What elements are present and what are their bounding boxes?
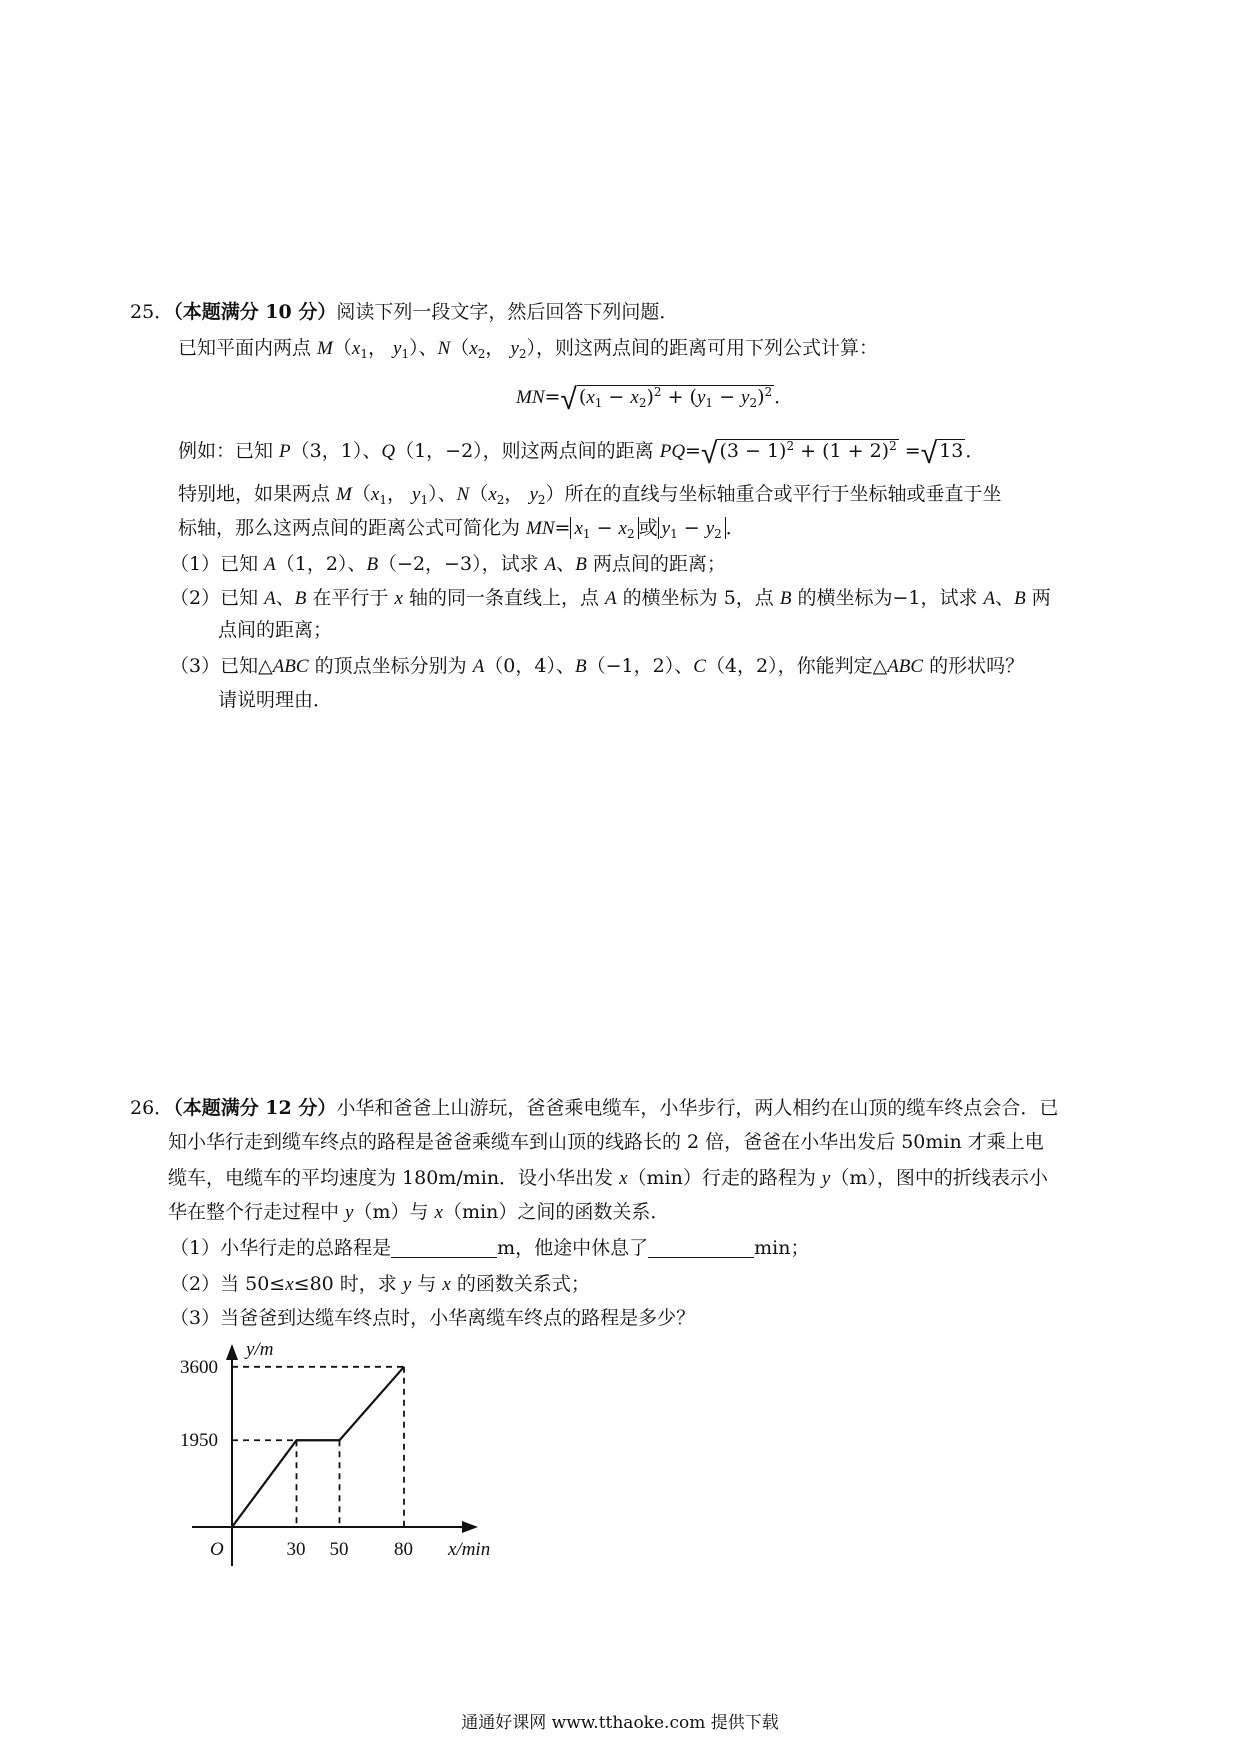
x-tick-50: 50 xyxy=(329,1539,349,1560)
q25-example: 例如：已知 P（3，1）、Q（1，−2），则这两点间的距离 PQ=√ $(3 - 1)^2 + (1 + 2)^2$ =√ 13 ． xyxy=(178,436,985,471)
x-tick-80: 80 xyxy=(394,1539,413,1560)
y-axis-arrow xyxy=(226,1344,238,1360)
q25-intro: 阅读下列一段文字，然后回答下列问题． xyxy=(336,301,679,323)
x-axis-arrow xyxy=(462,1521,478,1533)
q25-line1: 已知平面内两点 $M(x_1$， $y_1$）、$N(x_2$， $y_2$），则这两点间的距离可用下列公式计算： xyxy=(178,337,879,361)
q25-part-2a: （2）已知 A、B 在平行于 x 轴的同一条直线上，点 A 的横坐标为 5，点 B 的横坐标为−1，试求 A、B 两 xyxy=(170,587,1051,609)
q26-line3: 缆车，电缆车的平均速度为 180m/min．设小华出发 x（min）行走的路程为 y（m），图中的折线表示小 xyxy=(168,1167,1048,1189)
q25-part-2b: 点间的距离； xyxy=(218,619,333,641)
footer-text: 通通好课网 www.tthaoke.com 提供下载 xyxy=(461,1713,779,1733)
q25-number: 25． xyxy=(130,301,174,323)
q26-part-2: （2）当 50≤x≤80 时，求 y 与 x 的函数关系式； xyxy=(170,1273,590,1295)
q26-score: （本题满分 12 分） xyxy=(173,1097,337,1119)
origin-label: O xyxy=(210,1539,224,1560)
y-axis-label: y/m xyxy=(246,1339,274,1360)
q26-text-1: 小华和爸爸上山游玩，爸爸乘电缆车，小华步行，两人相约在山顶的缆车终点会合．已 xyxy=(336,1097,1059,1119)
y-tick-1950: 1950 xyxy=(180,1430,218,1452)
distance-line xyxy=(232,1367,404,1527)
q26-line4: 华在整个行走过程中 y（m）与 x（min）之间的函数关系． xyxy=(168,1201,670,1223)
q25-special-1: 特别地，如果两点 $M(x_1$， $y_1$）、$N(x_2$， $y_2$）所在的直线与坐标轴重合或平行于坐标轴或垂直于坐 xyxy=(178,483,1002,507)
q25-formula: MN=√ $(x_1 - x_2)^2 + (y_1 - y_2)^2$ ． xyxy=(516,382,794,417)
q25-part-1: （1）已知 A（1，2）、B（−2，−3），试求 A、B 两点间的距离； xyxy=(170,553,726,575)
q26-line2: 知小华行走到缆车终点的路程是爸爸乘缆车到山顶的线路长的 2 倍，爸爸在小华出发后 50min 才乘上电 xyxy=(168,1131,1044,1153)
q25-score: （本题满分 10 分） xyxy=(173,301,337,323)
x-axis-label: x/min xyxy=(448,1539,491,1560)
q26-number: 26． xyxy=(130,1097,174,1119)
q25-part-3b: 请说明理由． xyxy=(218,689,333,711)
q26-part-3: （3）当爸爸到达缆车终点时，小华离缆车终点的路程是多少？ xyxy=(170,1307,696,1329)
q26-part-1: （1）小华行走的总路程是 m，他途中休息了 min； xyxy=(170,1237,810,1259)
y-tick-3600: 3600 xyxy=(180,1356,218,1378)
q25-part-3a: （3）已知△ABC 的顶点坐标分别为 A（0，4）、B（−1，2）、C（4，2），你能判定△ABC 的形状吗？ xyxy=(170,655,1025,677)
q25-special-2: 标轴，那么这两点间的距离公式可简化为 $MN= x_1 - x_2$ 或 $y_1 - y_2$ ． xyxy=(178,517,745,541)
x-tick-30: 30 xyxy=(286,1539,306,1560)
